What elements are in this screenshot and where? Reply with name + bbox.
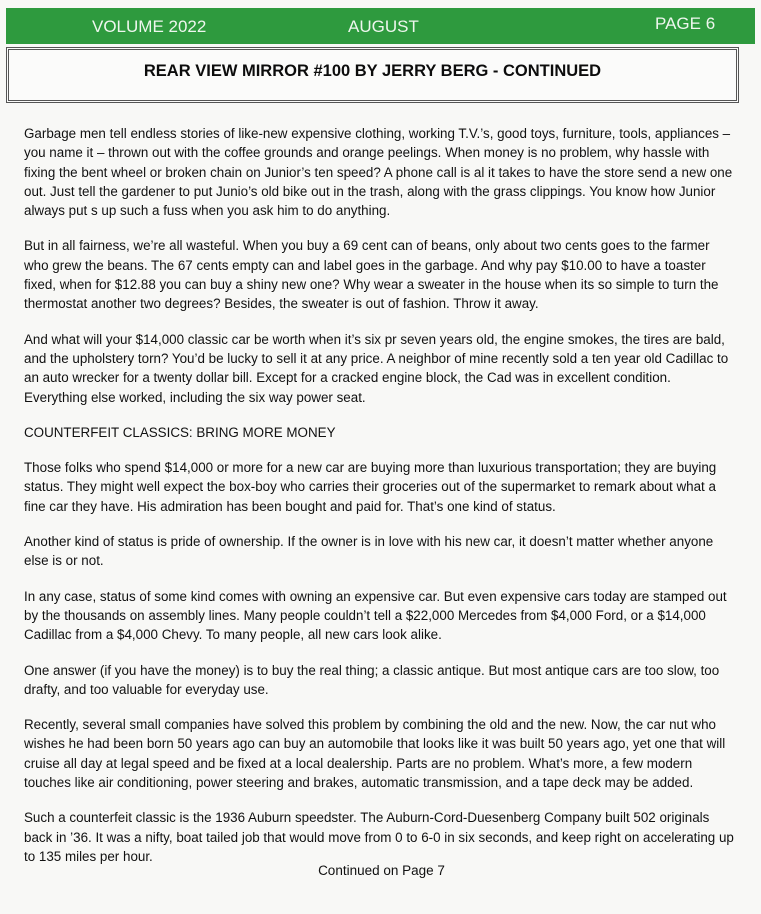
paragraph-classic-car-worth: And what will your $14,000 classic car be worth when it’s six pr seven years old, the engine smokes, the tires are bald, and the upholstery torn? You’d be lucky to sell it at any price. A neighbor of mine recently sold a ten year old Cadillac to an auto wrecker for a twenty dollar bill. Except for a cracked engine block, the Cad was in excellent condition. Everything else worked, including the six way power seat. <box>24 331 729 405</box>
page-number-label: PAGE 6 <box>655 14 716 33</box>
paragraph-old-and-new: Recently, several small companies have solved this problem by combining the old and the new. Now, the car nut who wishes he had been born 50 years ago can buy an automobile that looks like it was built 50 years ago, yet one that will cruise all day at legal speed and be fixed at a local dealership. Parts are no problem. What’s more, a few modern touches like air conditioning, power steering and brakes, automatic transmission, and a tape deck may be added. <box>24 717 726 791</box>
paragraph-garbage-men: Garbage men tell endless stories of like-new expensive clothing, working T.V.’s, good toys, furniture, tools, appliances – you name it – thrown out with the coffee grounds and orange peelings. When money is no problem, why hassle with fixing the bent wheel or broken chain on Junior’s ten speed? A phone call is al it takes to have the store send a new one out. Just tell the gardener to put Junio’s old bike out in the trash, along with the grass clippings. You know how Junior always put s up such a fuss when you ask him to do anything. <box>24 126 733 219</box>
paragraph-classic-antique: One answer (if you have the money) is to buy the real thing; a classic antique. But most antique cars are too slow, too drafty, and too valuable for everyday use. <box>24 662 720 697</box>
paragraph-buying-status: Those folks who spend $14,000 or more for a new car are buying more than luxurious transportation; they are buying status. They might well expect the box-boy who carries their groceries out of the supermarket to remark about what a fine car they have. His admiration has been bought and paid for. That’s one kind of status. <box>24 460 717 514</box>
paragraph-auburn-speedster: Such a counterfeit classic is the 1936 Auburn speedster. The Auburn-Cord-Duesenberg Company built 502 originals back in ’36. It was a nifty, boat tailed job that would move from 0 to 6-0 in six seconds, and keep right on accelerating up to 135 miles per hour. <box>24 810 734 864</box>
article-title-box <box>6 47 739 103</box>
section-heading-counterfeit-classics: COUNTERFEIT CLASSICS: BRING MORE MONEY <box>24 424 336 440</box>
article-title: REAR VIEW MIRROR #100 BY JERRY BERG - CONTINUED <box>143 62 602 80</box>
article-body <box>24 124 736 882</box>
month-label: AUGUST <box>348 17 419 36</box>
newsletter-header-bar <box>6 8 755 44</box>
volume-label: VOLUME 2022 <box>92 17 207 36</box>
paragraph-wasteful: But in all fairness, we’re all wasteful. When you buy a 69 cent can of beans, only about two cents goes to the farmer who grew the beans. The 67 cents empty can and label goes in the garbage. And why pay $10.00 to have a toaster fixed, when for $12.88 you can buy a shiny new one? Why wear a sweater in the house when its so simple to turn the thermostat another two degrees? Besides, the sweater is out of fashion. Throw it away. <box>24 238 719 312</box>
continued-on-note: Continued on Page 7 <box>318 863 445 878</box>
paragraph-pride-of-ownership: Another kind of status is pride of ownership. If the owner is in love with his new car, it doesn’t matter whether anyone else is or not. <box>24 534 714 569</box>
paragraph-assembly-lines: In any case, status of some kind comes with owning an expensive car. But even expensive cars today are stamped out by the thousands on assembly lines. Many people couldn’t tell a $22,000 Mercedes from $4,000 Ford, or a $14,000 Cadillac from a $4,000 Chevy. To many people, all new cars look alike. <box>24 588 727 643</box>
